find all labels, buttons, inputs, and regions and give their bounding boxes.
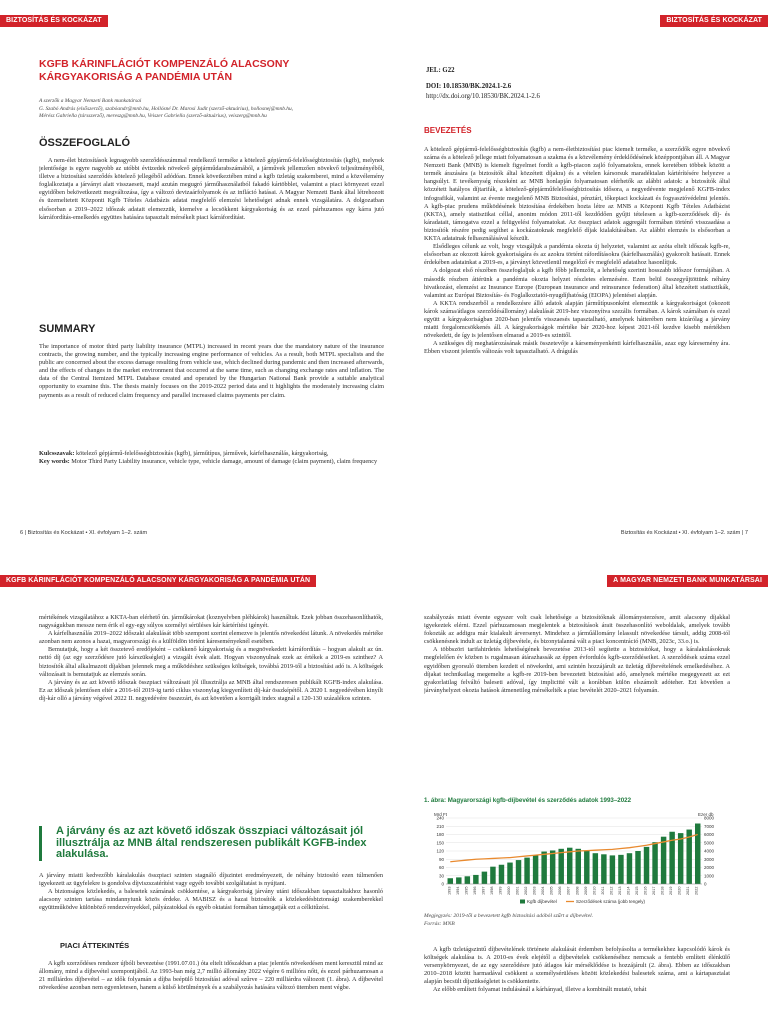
bar (593, 853, 598, 884)
bar (678, 833, 683, 884)
x-tick-label: 2003 (532, 886, 537, 895)
x-tick-label: 2004 (541, 886, 546, 895)
y-left-tick-label: 240 (436, 815, 444, 821)
x-tick-label: 2005 (549, 886, 554, 895)
keywords-hu-label: Kulcsszavak: (39, 450, 75, 457)
bar (473, 875, 478, 884)
paragraph: A járvány és az azt követő időszak összpiaci változásait jól illusztrálja az MNB által rendszeresen publikált KGFB-index alakulása. Ez az időszak jelentősen eltér a 2016-tól 2019-ig tartó ciklus viszonylag kiegyenlített díj-kár összképétől. A 2020 I. negyedévében kinyílt díj-kár olló a járvány végével 2022 II. negyedévére összezárt, és azt követően a korrigált index stagnál a 120-130 százalékos szinten. (39, 678, 383, 702)
bar (465, 876, 470, 884)
jel-block (426, 66, 726, 102)
bar (567, 848, 572, 884)
x-tick-label: 2009 (583, 886, 588, 895)
keywords-en-label: Key words: (39, 458, 70, 466)
x-tick-label: 2010 (592, 886, 597, 895)
bar (644, 847, 649, 884)
bar (576, 849, 581, 884)
paragraph: mértékének vizsgálatához a KKTA-ban elérhető ún. járműkárokat (koznyelvben pléhkárok) használtuk. Ezek jobban összehasonlíthatók, nagyságukban messze nem érik el egy-egy súlyos személyi sérüléses kár kártérítési igényét. (39, 614, 383, 630)
x-tick-label: 2022 (694, 886, 699, 895)
bar (456, 877, 461, 884)
header-band-top-left: BIZTOSÍTÁS ÉS KOCKÁZAT (0, 15, 108, 27)
bar (550, 850, 555, 884)
figure-title: 1. ábra: Magyarországi kgfb-díjbevétel és szerződés adatok 1993–2022 (424, 797, 632, 804)
y-left-axis-label: Mrd Ft (434, 812, 447, 817)
doi: DOI: 10.18530/BK.2024.1-2.6 (426, 83, 512, 90)
author-line: G. Szabó András (elsőszerző), szabóandr@mnb.hu, Hollósné Dr. Marosi Judit (szerző-aktuárius), hollosnej@mnb.hu, (39, 105, 293, 112)
paragraph: szabályozás miatt évente egyszer volt csak lehetősége a biztosítóknak állománysterzésre, amit alacsony díjakkal igyekeztek elérni. Ezzel párhuzamosan megjelentek a biztosítások árait összehasonlító weboldalak, amelyek tovább fokozták az addigra már kialakult árversenyt. Mindehez a járműállomány lelassult növekedése társult, addig 2008-tól csökkenésnek indult az üzletág díjbevétele, és bizonytalanná vált a piaci koncentráció (MNB, 2023c, 33.o.) is. (424, 614, 730, 646)
x-tick-label: 2000 (507, 886, 511, 895)
y-right-tick-label: 3000 (704, 856, 715, 862)
bottom-right-text-2 (424, 946, 730, 1022)
y-right-tick-label: 5000 (704, 840, 715, 846)
bar (627, 853, 632, 884)
x-tick-label: 2019 (669, 886, 674, 895)
paragraph: Elsődleges célunk az volt, hogy vizsgáljuk a pandémia okozta új helyzetet, valamint az azóta eltelt időszak kgfb-re, elsősorban az okozott károk gyakoriságára és az azokra történt ráfordításokra (kárfelhasználás) gyakorolt hatásait. Ennek érdekében adatainkat a 2019-es, a járványt közvetlenül megelőző év megfelelő adataihoz hasonlítjuk. (424, 243, 730, 267)
summary-en-text (39, 343, 384, 445)
bottom-right-text (424, 614, 730, 794)
paragraph: A nem-élet biztosítások legnagyobb szerződésszámmal rendelkező terméke a kötelező gépjármű-felelősségbiztosítás (kgfb), melynek jelentősége is egyre nagyobb az utóbbi évtizedek növekvő gépjárműdarabszámából, a járművek jellemzően növekvő teljesítményéből, illetve a biztosítási szerződés kötelező jellegéből adódóan. Ennek következtében mind a kgfb üzletág szakemberei, mind a közvélemény foglalkoztatja a járványt alatt visszaesett, majd azután megugró járműhasználatból fakadó kártöbblet, valamint a piaci környezet ezzel egyidőben bekövetkezett megváltozása, így a változó devizaárfolyamok és az infláció hatásai. A Magyar Nemzeti Bank által létrehozott és üzemeltetett Központi Kgfb Tételes Adatbázis adatai megfelelő elemzési lehetőséget adnak ennek vizsgálatára. A dolgozatban elsősorban a 2019–2022 időszak adatait elemezzük, kiemelve a lecsökkent kárgyakoriság és az ezzel párhuzamos egy kárra jutó kárráfordítás-emelkedés együttes hatására tapasztalt mérsékelt piaci kárráfordítást. (39, 157, 384, 221)
x-tick-label: 1993 (447, 886, 452, 895)
x-tick-label: 1997 (481, 886, 486, 895)
keywords-hu-text: kötelező gépjármű-felelősségbiztosítás (kgfb), járműtípus, járművek, kárfelhasználás, kárgyakoriság, (75, 450, 329, 457)
bottom-left-text (39, 614, 383, 822)
doi-link[interactable]: http://dx.doi.org/10.18530/BK.2024.1-2.6 (426, 93, 540, 100)
intro-heading: BEVEZETÉS (424, 126, 472, 135)
y-right-tick-label: 2000 (704, 865, 715, 871)
intro-text (424, 146, 730, 486)
x-tick-label: 2002 (524, 886, 529, 895)
paragraph: A kgfb szerződéses rendszer újbóli bevezetése (1991.07.01.) óta eltelt időszakban a piac jelentős növekedésen ment keresztül mind az állomány, mind a díjbevétel szempontjából. Az 1993-ban még 2,7 millió állomány 2022 végére 6 millióra nőtt, és ezzel párhuzamosan a 21 milliárdos díjbevétel – az idők folyamán a díjba beépülő biztosítási adóval szűrve – 220 milliárdra változott (1. ábra). A díjbevétel növekedése azonban nem egyenletesen, hanem a külső körülmények és a szabályozás hatására változó ütemben ment végbe. (39, 960, 383, 992)
paragraph: Az előbb említett folyamat indulásánál a kárhányad, illetve a kombinált mutató, tehát (433, 986, 647, 994)
x-tick-label: 1996 (472, 886, 477, 895)
bottom-left-text-2 (39, 872, 383, 938)
y-left-tick-label: 210 (436, 823, 444, 829)
x-tick-label: 2015 (635, 886, 639, 895)
x-tick-label: 1999 (498, 886, 503, 895)
page-footer-right: Biztosítás és Kockázat • XI. évfolyam 1–2. szám | 7 (620, 530, 748, 536)
figure-source: Forrás: MNB (424, 921, 455, 927)
paragraph: A kárfelhasználás 2019–2022 időszaki alakulását több szempont szerint elemezve is jelentős növekedést látunk. A növekedés mértéke azonban nem azonos a hazai, magyarországi és a külföldön történt káreseményeknél esetében. (39, 630, 383, 646)
summary-en-heading: SUMMARY (39, 323, 96, 335)
paragraph: A kgfb üzletágszintű díjbevételének története alakulását érdemben befolyásolta a termékekhez kapcsolódó károk és költségek alakulása is. A 2010-es évek elejétől a díjbevételek csökkenéséhez nemcsak a fentebb említett élénkülő versenykörnyezet, de az egy szerződésre jutó átlagos kár mérséklődése is hozzájárult (2. ábra). Ebben az időszakban 2010–2018 között harmadával csökkent a személysérüléses között közlekedési balesetek száma, ami a kártapasztalat alapján becsült díjszükségletet is csökkentette. (424, 946, 730, 986)
paragraph: A KKTA rendszerből a rendelkezésre álló adatok alapján járműtípusonként elemeztük a kárgyakoriságot (okozott károk száma/átlagos szerződésállomány) alakulását 2019-hez viszonyítva szezális formában. A károk számában és ezzel együtt a kárgyakoriságban 2020-ban jelentős visszaesés tapasztalható, amelynek hátterében nem kizárólag a járvány miatti forgalomcsökkenés áll. A kárgyakoriságok mértéke bár 2020-hoz képest 2021-től kezdve kisebb mértékben növekedett, de így is jelentősen elmarad a 2019-es szinttől. (424, 299, 730, 340)
keywords-block (39, 450, 384, 490)
page-footer-left: 6 | Biztosítás és Kockázat • XI. évfolyam 1–2. szám (20, 530, 148, 536)
bar (482, 872, 487, 884)
x-tick-label: 2001 (515, 886, 520, 895)
figure-note-line: Megjegyzés: 2019-től a bevezetett kgfb biztosítási adóból szűrt a díjbevétel. (424, 913, 594, 919)
bar (661, 837, 666, 884)
x-tick-label: 2012 (609, 886, 614, 895)
bar (601, 854, 606, 884)
y-right-tick-label: 0 (704, 881, 707, 887)
author-line: Mérész Gabriella (társszerző), mereszg@mnb.hu, Veiszer Gabriella (szerző-aktuárius), veiszerg@mnb.hu (39, 113, 267, 120)
series-line (450, 835, 697, 862)
paragraph: A dolgozat első részében összefoglaljuk a kgfb főbb jellemzőit, a lehetőség szerinti hosszabb időszor formájában. A második részben áttérünk a pandémia okozta helyzet részletes elemzésére. Ezen belül összegyűjtöttünk néhány hivatkozást, elemzést az Insurance Europe (European insurance and reinsurance federation) által közzétett statisztikák, valamint az Európai Biztosítás- és Foglalkoztatói-nyugdíjhatóság (EIOPA) jelentései alapján. (424, 267, 730, 299)
x-tick-label: 2014 (626, 886, 631, 895)
y-left-tick-label: 30 (438, 873, 444, 879)
y-right-axis-label: Ezer db (698, 812, 714, 817)
figure-note (424, 912, 724, 928)
x-tick-label: 2017 (652, 886, 657, 895)
bar (499, 865, 504, 884)
paragraph: A biztonságos közlekedés, a balesetek számának csökkentése, a kárgyakoriság járvány utáni időszakban tapasztaltakhoz hasonló alacsony szinten tartása mindannyiunk közös érdeke. A MABISZ és a hazai biztosítók a közlekedésbiztonsági szakemberekkel együttműködve különböző rendezvényekkel, pályázatokkal és egyéb oktatási formában támogatják ezt a célkitűzést. (39, 888, 383, 912)
bar (507, 863, 512, 884)
y-left-tick-label: 120 (436, 848, 444, 854)
paragraph: A többszöri tarifahirdetés lehetőségének bevezetése 2013-tól segítette a biztosítókat, hogy a káralakulásoknak megfelelően év közben is rugalmasan átárazhassák az éppen évfordulós kgfb-szerződéseiket. A szerződések száma ezzel egyidőben gyorsuló ütemben kezdett el növekedni, ami szintén hozzájárult az üzletág díjbevételének emelkedéséhez. A díjakat technikailag megemelte a kgfb-re 2019-ben bevezetett biztosítási adó, amelynek mértéke megegyezett az ezt gyakorlatilag felváltó baleseti adóval, így implicitté vált a korábban külön elszámolt adóteher. Ezt követően a járványhelyzet okozta hatások átmenetileg mérsékelték a piac bevételét 2020–2021 folyamán. (424, 646, 730, 694)
pull-quote: A járvány és az azt követő időszak összpiaci változásait jól illusztrálja az MNB által rendszeresen publikált KGFB-index alakulása. (39, 826, 383, 861)
y-left-tick-label: 0 (441, 881, 444, 887)
x-tick-label: 2008 (575, 886, 580, 895)
bar (652, 842, 657, 884)
keywords-en (39, 458, 384, 466)
bar (695, 824, 700, 885)
x-tick-label: 2020 (677, 886, 682, 895)
keywords-en-text: Motor Third Party Liability insurance, vehicle type, vehicle damage, amount of damage (claim payment), claim frequency (71, 458, 378, 466)
header-band-top-right: BIZTOSÍTÁS ÉS KOCKÁZAT (660, 15, 768, 27)
authors-block (39, 98, 384, 121)
x-tick-label: 2021 (686, 886, 691, 895)
y-left-tick-label: 150 (436, 840, 444, 846)
paragraph: The importance of motor third party liability insurance (MTPL) increased in recent years due the mandatory nature of the insurance contracts, the growing number, and the typically increasing engine performance of vehicles. As a result, both MTPL specialists and the public are concerned about the excess damage resulting from vehicle use, which declined during pandemic and then increased afterwards, and the effects of changes in the market environment that occurred at the same time, such as changing exchange rates and inflation. The data of the Central Itemized MTPL Database created and operated by the Hungarian National Bank provide a suitable analytical opportunity to examine this. The thesis mainly focuses on the 2019-2022 period data and it highlights the moderately increasing claim payments as a result of reduced claim frequency and parallel increased claims payments per claim. (39, 343, 384, 399)
x-tick-label: 2011 (600, 886, 605, 895)
x-tick-label: 2006 (558, 886, 563, 895)
x-tick-label: 1998 (489, 886, 494, 895)
x-tick-label: 1995 (464, 886, 469, 895)
x-tick-label: 2018 (660, 886, 665, 895)
paragraph: A kötelező gépjármű-felelősségbiztosítás (kgfb) a nem-életbiztosítási piac kiemelt terméke, a szerződők egyre növekvő száma és a kötelező jellege miatt folyamatosan a szakma és a közvélemény érdeklődésének középpontjában áll. A Magyar Nemzeti Bank (MNB) is kiemelt figyelmet fordít a kgfb-piacon zajló folyamatokra, ennek keretében többek között a termék árazására (a biztosítók által közzétett díjakra) és a vételen kársorsuk maradéktalan kártérítésére helyezve a hangsúlyt. E tevékenység részeként az MNB honlapján folyamatosan elérhetők az alábbi adatok: a biztosítók által közzétett hatályos díjtarifák, a kötelező-gépjárműfelelősségbiztosítás idősora, a negyedévente megjelenő KGFB-index infografikái, valamint az évente megjelenő MNB Biztosítási, pénztári, tőkepiaci kockázati és fogyasztóvédelmi jelentés. A kgfb-piac prudens működésének biztosítása érdekében hozta létre az MNB a Központi Kgfb Tételes Adatbázist (KKTA), amely statisztikai céllal, anonim módon 2011-től kezdődően gyűjti tételesen a kgfb-szerződések díj- és káradatait, támogatva ezzel a felügyelési folyamatokat. Az összpiaci adatok aggregált formában történő visszaadása a biztosítók részére pedig segíthet a kockázatoknak megfelelő díjak kialakításában. Az alábbi elemzés is elsősorban a KKTA adatainak felhasználásával készült. (424, 146, 730, 243)
bar (558, 849, 563, 884)
y-right-tick-label: 6000 (704, 832, 715, 838)
bar (490, 867, 495, 884)
y-right-tick-label: 7000 (704, 823, 715, 829)
paragraph: Bemutatjuk, hogy a két összetevő eredőjeként – csökkenő kárgyakoriság és a megnövekedett kárráfordítás – hogyan alakult az ún. nettó díj (az egy szerződésre jutó kárszükséglet) a vizsgált évek alatt. Hogyan viszonyulnak ezek az értékek a 2019-es szinthez? A biztosítók által alkalmazott díjakban jelennek meg a működéshez szükséges költségek, továbbá 2019-től a biztosítási adó is. A költségek változásait is bemutatjuk az elemzés során. (39, 646, 383, 678)
legend-label: Kgfb díjbevétel (527, 899, 557, 904)
y-right-tick-label: 1000 (704, 873, 715, 879)
legend-label: Szerződések száma (jobb tengely) (576, 899, 646, 904)
keywords-hu (39, 450, 384, 458)
summary-hu-text (39, 157, 384, 317)
bar (516, 860, 521, 884)
paragraph: A szükséges díj meghatározásának másik összetevője a kárseményenkénti kárfelhasználás, azaz egy káresemény ára. Ebben viszont jelentős változás volt tapasztalható. A drágulás (424, 340, 730, 356)
bar (584, 851, 589, 884)
bar (533, 855, 538, 884)
x-tick-label: 2016 (643, 886, 648, 895)
bar (524, 858, 529, 884)
figure-1-chart (424, 810, 730, 908)
bar (448, 878, 453, 884)
bar (635, 851, 640, 884)
bar (541, 852, 546, 884)
bar (618, 855, 623, 884)
summary-hu-heading: ÖSSZEFOGLALÓ (39, 137, 131, 149)
jel-code: JEL: G22 (426, 67, 455, 74)
article-title: KGFB KÁRINFLÁCIÓT KOMPENZÁLÓ ALACSONY KÁRGYAKORISÁG A PANDÉMIA UTÁN (39, 58, 290, 83)
y-right-tick-label: 8000 (704, 815, 715, 821)
y-left-tick-label: 90 (438, 856, 444, 862)
paragraph: A járvány miatti kedvezőbb káralakulás összpiaci szinten stagnáló díjszintet eredményezett, de néhány biztosító ezen túlmenően igyekezett az ügyfelekre is gondolva díjviszszatérítést vagy egyéb további szolgáltatást is nyújtani. (39, 872, 383, 888)
y-right-tick-label: 4000 (704, 848, 715, 854)
bottom-left-text-3 (39, 960, 383, 1022)
x-tick-label: 2013 (617, 886, 622, 895)
header-band-bottom-left: KGFB KÁRINFLÁCIÓT KOMPENZÁLÓ ALACSONY KÁRGYAKORISÁG A PANDÉMIA UTÁN (0, 575, 316, 587)
x-tick-label: 1994 (455, 886, 460, 895)
market-overview-heading: PIACI ÁTTEKINTÉS (60, 941, 130, 950)
author-line: A szerzők a Magyar Nemzeti Bank munkatársai (39, 98, 142, 104)
y-left-tick-label: 180 (436, 832, 444, 838)
header-band-bottom-right: A MAGYAR NEMZETI BANK MUNKATÁRSAI (607, 575, 768, 587)
x-tick-label: 2007 (566, 886, 571, 895)
bar (610, 855, 615, 884)
y-left-tick-label: 60 (438, 865, 444, 871)
legend-swatch-bars (520, 900, 525, 904)
